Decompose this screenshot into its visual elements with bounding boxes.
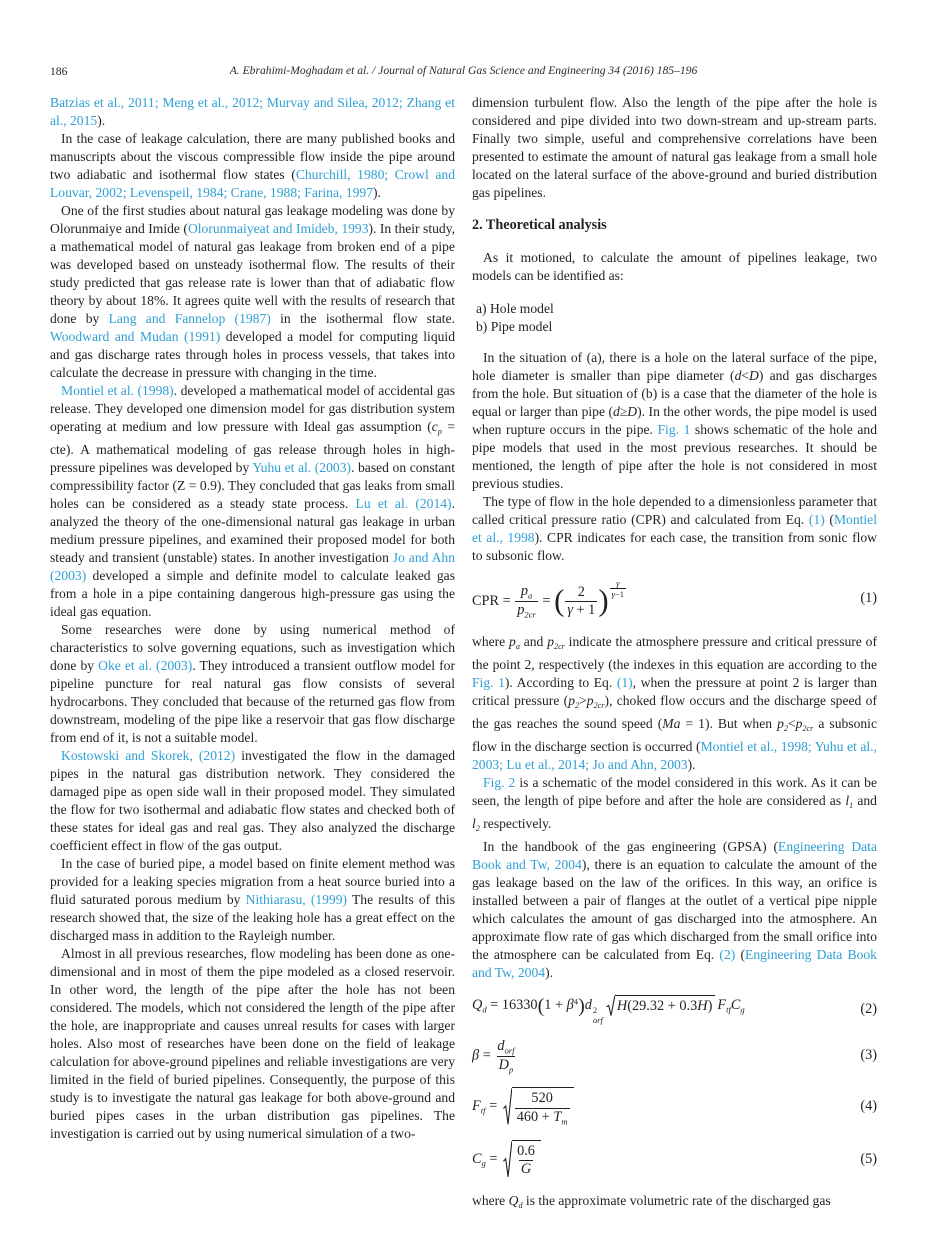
paragraph — [50, 855, 455, 945]
citation-link[interactable]: Fig. 1 — [657, 422, 691, 437]
paragraph — [50, 382, 455, 621]
subscript: orf — [592, 1014, 603, 1025]
math-variable: d — [613, 404, 620, 419]
math-subscript: tf — [726, 1004, 731, 1015]
text-run: = 1). But when — [680, 715, 778, 731]
text-run: ). According to Eq. — [504, 674, 617, 690]
paragraph — [472, 349, 877, 493]
math-variable: β — [472, 1047, 480, 1064]
math-variable: β — [566, 997, 574, 1014]
page-number: 186 — [50, 65, 68, 78]
citation-link[interactable]: Montiel et al., 1998 — [472, 512, 877, 545]
text-run: < — [787, 715, 796, 731]
equation-number: (3) — [860, 1047, 877, 1064]
two-column-body — [50, 94, 877, 1215]
citation-link[interactable]: Fig. 2 — [483, 774, 516, 790]
math-subscript: 2cr — [593, 700, 605, 710]
math-variable: c — [431, 419, 438, 434]
radical — [503, 1087, 574, 1127]
radicand — [512, 1140, 541, 1179]
math-variable: d — [734, 368, 742, 383]
math-subscript: g — [481, 1158, 486, 1169]
column-left — [50, 94, 455, 1215]
parenthesis: ( — [537, 994, 545, 1017]
text-run: is a schematic of the model considered in this work. As it can be seen, the length of pipe before and after the hole are considered as — [472, 774, 877, 808]
fraction — [610, 578, 627, 600]
equation-math — [472, 1038, 518, 1074]
math-subscript: tf — [480, 1105, 486, 1116]
text-run: CPR = — [472, 592, 515, 609]
text-run: ( — [824, 512, 834, 527]
radical-sign-icon — [503, 1087, 512, 1127]
math-variable: l — [472, 815, 476, 831]
equation-math — [472, 1087, 576, 1127]
parenthesis: ) — [578, 994, 585, 1017]
equation-number: (2) — [860, 1001, 877, 1018]
math-subscript: a — [515, 641, 520, 651]
text-run: ≥ — [619, 404, 628, 419]
equation-math — [472, 995, 745, 1025]
text-run: . developed a mathematical model of accidental gas release. They developed one dimension model for gas distribution system operating at medium and low pressure with Ideal gas assumption ( — [50, 383, 455, 434]
math-subscript: g — [740, 1004, 745, 1015]
text-run: where — [472, 1193, 509, 1209]
citation-link[interactable]: Fig. 1 — [472, 674, 505, 690]
math-variable: H — [697, 997, 708, 1014]
text-run: investigated the flow in the damaged pipes in the natural gas distribution network. They considered the damaged pipe as open side wall in their proposed model. They simulated the flow for two isothermal and adiabatic flow states and checked both of these states for ideal gas and real gas. They also analyzed the discharge coefficient effect in flow of the gas output. — [50, 748, 455, 854]
paragraph — [50, 747, 455, 855]
numerator — [529, 1090, 554, 1107]
math-variable: G — [520, 1161, 532, 1178]
section-heading: 2. Theoretical analysis — [472, 217, 607, 233]
text-run: + 1 — [572, 601, 596, 618]
paragraph — [472, 493, 877, 565]
text-run: and — [519, 633, 548, 649]
citation-link[interactable]: Olorunmaiyeat and Imideb, 1993 — [187, 221, 369, 236]
parenthesis: ) — [598, 583, 609, 618]
text-run: In the situation of (a), there is a hole on the lateral surface of the pipe, hole diameter is smaller than pipe diameter ( — [472, 350, 877, 383]
math-subscript: m — [561, 1115, 568, 1126]
text-run: where — [472, 633, 510, 649]
text-run: ). — [545, 964, 553, 980]
denominator — [610, 588, 627, 599]
text-run: dimension turbulent flow. Also the length of the pipe after the hole is considered and pipe divided into two down-stream and up-stream parts. Finally two simple, useful and comprehensive correlations have been presented to estimate the amount of natural gas leakage from a small hole located on the lateral surface of the above-ground and buried distribution gas pipelines. — [472, 95, 877, 200]
numerator — [495, 1038, 516, 1056]
math-variable: p — [795, 715, 803, 731]
text-run: . analyzed the theory of the one-dimensional natural gas leakage in urban medium pressure pipelines, and examined their proposed model for both steady and transient (unstable) states. In another investigation — [50, 496, 455, 566]
math-subscript: 2 — [475, 823, 480, 833]
equation — [472, 1140, 877, 1179]
math-variable: Q — [508, 1193, 519, 1209]
math-subscript: 1 — [849, 800, 854, 810]
fraction — [515, 583, 538, 619]
math-variable: F — [472, 1098, 481, 1115]
radicand — [615, 995, 715, 1017]
paragraph — [50, 202, 455, 382]
list-item: a) Hole model — [476, 301, 554, 316]
math-variable: d — [584, 997, 592, 1014]
equation — [472, 1038, 877, 1074]
text-run: . based on constant compressibility factor (Z = 0.9). They concluded that gas leaks from small holes can be considered as a steady state process. — [50, 460, 455, 512]
fraction — [565, 584, 597, 619]
model-list — [472, 300, 877, 336]
text-run: ). In the other words, the pipe model is used when rupture occurs in the pipe. — [472, 404, 877, 437]
text-run: developed a simple and definite model to calculate leaked gas from a hole in a pipe containing dangerous high-pressure gas using the ideal gas equation. — [50, 568, 455, 620]
paragraph — [50, 945, 455, 1143]
radical-sign-icon — [606, 995, 615, 1017]
math-variable: γ — [616, 578, 620, 588]
math-variable: p — [517, 601, 525, 618]
text-run: 1 + — [544, 997, 567, 1014]
paragraph — [472, 774, 877, 838]
text-run: (29.32 + 0.3 — [627, 997, 698, 1014]
text-run: developed a model for computing liquid and gas discharge rates through holes in process vessels, that takes into calculate the decrease in pressure with changing in the time. — [50, 329, 455, 380]
numerator — [576, 584, 587, 601]
citation-link[interactable]: Engineering Data Book and Tw, 2004 — [472, 838, 877, 872]
text-run: In the handbook of the gas engineering (GPSA) ( — [483, 838, 779, 854]
numerator — [515, 1143, 537, 1160]
fraction — [515, 1090, 570, 1126]
citation-link[interactable]: (2) — [719, 946, 736, 962]
sup-sub-stack — [593, 1006, 603, 1025]
citation-link[interactable]: Nithiarasu, (1999) — [245, 892, 348, 908]
math-variable: C — [472, 1151, 482, 1167]
radical — [503, 1140, 541, 1179]
math-variable: p — [547, 633, 554, 649]
text-run: = — [485, 1151, 502, 1167]
text-run: and — [853, 792, 877, 808]
math-variable: H — [616, 997, 628, 1014]
text-run: Almost in all previous researches, flow modeling has been done as one-dimensional and in most of them the pipe modeled as a closed reservoir. In other word, the length of the pipe after the hole has not been considered. The models, which not considered the length of the pipe after the hole, are inappropriate and causes unreal results for cases with larger holes. Also most of researches have been done on the field of leakage calculation for above-ground pipelines and reliable investigations are very limited in the field of buried pipelines. Consequently, the purpose of this study is to investigate the natural gas leakage for both above-ground and buried pipes cases in the urban distribution gas pipelines. The investigation is carried out by using numerical simulation of a two- — [50, 946, 455, 1142]
citation-link[interactable]: Engineering Data Book and Tw, 2004 — [472, 946, 877, 980]
text-run: ). In their study, a mathematical model of natural gas leakage from broken end of a pipe was developed based on unsteady isothermal flow. The results of their study predicted that gas release rate is lower than that of adiabatic flow theory by about 18%. It agrees quite well with the results of research that done by — [50, 221, 455, 326]
denominator — [515, 601, 538, 620]
math-subscript: orf — [504, 1045, 515, 1056]
text-run: ). — [687, 756, 696, 772]
math-variable: γ — [567, 601, 573, 618]
math-variable: p — [586, 692, 594, 708]
text-run: = 16330 — [486, 997, 538, 1014]
text-run: One of the first studies about natural gas leakage modeling was done by Olorunmaiye and Imide ( — [50, 203, 455, 236]
denominator — [565, 601, 597, 619]
fraction — [495, 1038, 516, 1074]
text-run: = — [538, 592, 555, 609]
paragraph — [50, 130, 455, 202]
text-run: respectively. — [479, 815, 552, 831]
text-run: , when the pressure at point 2 is larger than critical pressure ( — [472, 674, 878, 708]
text-run: > — [579, 692, 587, 708]
text-run: As it motioned, to calculate the amount of pipelines leakage, two models can be identified as: — [472, 250, 877, 283]
citation-link[interactable]: Yuhu et al. (2003) — [252, 460, 352, 476]
fraction — [515, 1143, 537, 1178]
list-item: b) Pipe model — [476, 319, 553, 334]
math-variable: T — [553, 1108, 562, 1125]
math-subscript: 2 — [783, 723, 788, 733]
equation — [472, 578, 877, 620]
column-right — [472, 94, 877, 1215]
equation-number: (5) — [860, 1150, 877, 1167]
paragraph — [472, 838, 877, 982]
math-variable: F — [717, 997, 727, 1014]
math-variable: D — [498, 1056, 509, 1073]
text-run: 0.6 — [517, 1143, 535, 1160]
text-run: The results of this research showed that, the size of the leaking hole has a great effect on the discharged mass in addition to the Rayleigh number. — [50, 892, 455, 944]
radicand — [512, 1087, 574, 1127]
math-superscript — [609, 578, 628, 600]
denominator — [515, 1108, 570, 1127]
math-variable: C — [730, 997, 741, 1014]
citation-link[interactable]: Lang and Fannelop (1987) — [108, 311, 271, 326]
math-subscript: d — [518, 1201, 523, 1211]
citation-link[interactable]: Batzias et al., 2011; Meng et al., 2012; Murvay and Silea, 2012; Zhang et al., 2015 — [50, 95, 455, 128]
text-run: = — [479, 1047, 495, 1064]
text-run: ), there is an equation to calculate the amount of the gas leakage based on the law of the orifices. In this way, an orifice is installed between a pair of flanges at the outlet of a vertical pipe nipple which calculates the amount of gas discharged into the atmosphere. An approximate flow rate of gas which discharged from the small orifice into the atmosphere can be calculated from Eq. — [472, 856, 877, 962]
text-run: ). — [373, 185, 381, 200]
math-subscript: p — [437, 427, 442, 437]
math-variable: γ — [611, 589, 615, 600]
text-run: is the approximate volumetric rate of the discharged gas — [522, 1193, 831, 1209]
text-run: ). CPR indicates for each case, the transition from sonic flow to subsonic flow. — [472, 530, 877, 563]
text-run: ) — [707, 997, 713, 1014]
math-subscript: p — [508, 1064, 514, 1075]
equation — [472, 995, 877, 1025]
math-variable: Ma — [662, 715, 681, 731]
math-subscript: 2cr — [524, 609, 536, 620]
parenthesis: ( — [554, 583, 565, 618]
text-run: 460 + — [516, 1108, 554, 1125]
citation-link[interactable]: Lu et al. (2014) — [355, 496, 452, 512]
text-run: 2 — [577, 583, 585, 600]
equation-number: (4) — [860, 1098, 877, 1115]
text-run: ( — [735, 946, 746, 962]
radical-sign-icon — [503, 1140, 512, 1179]
paragraph — [472, 249, 877, 285]
text-run: in the isothermal flow state. — [270, 311, 455, 326]
text-run: In the case of leakage calculation, there are many published books and manuscripts about the viscous compressible flow inside the pipe around two adiabatic and isothermal flow states ( — [50, 131, 455, 182]
citation-link[interactable]: Churchill, 1980; Crowl and Louvar, 2002; Levenspeil, 1984; Crane, 1988; Farina, 1997 — [50, 167, 455, 200]
math-subscript: 2 — [575, 700, 580, 710]
text-run: indicate the atmosphere pressure and critical pressure of the point 2, respectively (the indexes in this equation are according to the — [472, 633, 877, 672]
superscript: 2 — [592, 1005, 598, 1016]
math-variable: Q — [472, 997, 483, 1014]
text-run: Some researches were done by using numerical method of characteristics to solve governing equations, such as investigation which done by — [50, 622, 455, 674]
citation-link[interactable]: Woodward and Mudan (1991) — [50, 329, 221, 344]
text-run: ). — [97, 113, 106, 128]
math-variable: D — [749, 368, 759, 383]
equation-math — [472, 1140, 543, 1179]
numerator — [519, 583, 534, 601]
text-run: . They introduced a transient outflow model for pipeline puncture for real natural gas flow consists of several hydrocarbons. They concluded that because of the returned gas flow from downstream, modeling of the pipe like a reservoir that gas flow discharge from end of it, is not a suitable model. — [50, 658, 455, 746]
equation-number: (1) — [860, 589, 877, 606]
denominator — [497, 1056, 516, 1075]
math-variable: l — [845, 792, 850, 808]
paragraph — [50, 94, 455, 130]
text-run: ), choked flow occurs and the discharge speed of the gas reaches the sound speed ( — [472, 692, 877, 731]
math-variable: p — [509, 633, 516, 649]
equation-math — [472, 578, 627, 620]
math-variable: d — [497, 1038, 505, 1055]
page-header — [50, 64, 877, 77]
numerator — [614, 578, 621, 588]
denominator — [519, 1160, 533, 1178]
citation-link[interactable]: Montiel et al. (1998) — [61, 383, 174, 398]
citation-link[interactable]: (1) — [616, 674, 633, 690]
citation-link[interactable]: Kostowski and Skorek, (2012) — [61, 748, 236, 764]
paragraph — [50, 621, 455, 747]
citation-link[interactable]: Jo and Ahn (2003) — [50, 550, 455, 584]
radical — [606, 995, 715, 1017]
text-run: shows schematic of the hole and pipe models that used in the most previous researches. It should be mentioned, the length of pipe after the hole is not considered in most previous studies. — [472, 422, 877, 491]
text-run: ) and gas discharges from the hole. But situation of (b) is a case that the diameter of the hole is equal or larger than pipe ( — [472, 368, 877, 419]
math-subscript: 2cr — [802, 723, 814, 733]
math-variable: p — [568, 692, 576, 708]
text-run: The type of flow in the hole depended to a dimensionless parameter that called critical pressure ratio (CPR) and calculated from Eq. — [472, 494, 877, 527]
math-subscript: d — [482, 1004, 487, 1015]
text-run: In the case of buried pipe, a model based on finite element method was provided for a leaking species migration from a heat source buried into a fluid saturated porous medium by — [50, 856, 455, 908]
citation-link[interactable]: Oke et al. (2003) — [98, 658, 193, 674]
math-variable: p — [520, 583, 528, 600]
citation-link[interactable]: Montiel et al., 1998; Yuhu et al., 2003; Lu et al., 2014; Jo and Ahn, 2003 — [472, 738, 878, 772]
text-run: a subsonic flow in the discharge section is occurred ( — [472, 715, 877, 754]
math-subscript: 2cr — [553, 641, 565, 651]
paragraph — [472, 633, 877, 774]
running-head: A. Ebrahimi-Moghadam et al. / Journal of Natural Gas Science and Engineering 34 (2016) 185–196 — [229, 64, 698, 77]
math-variable: D — [627, 404, 638, 419]
citation-link[interactable]: (1) — [808, 512, 825, 527]
text-run: 4 — [573, 996, 579, 1007]
text-run: −1 — [614, 589, 625, 600]
paragraph — [472, 94, 877, 202]
text-run: 520 — [531, 1090, 553, 1107]
paragraph — [472, 1192, 877, 1215]
text-run: = — [485, 1098, 501, 1115]
math-subscript: a — [527, 590, 533, 601]
equation — [472, 1087, 877, 1127]
text-run: < — [741, 368, 750, 383]
math-variable: p — [777, 715, 784, 731]
text-run: = cte). A mathematical modeling of gas release through holes in high-pressure pipelines was developed by — [50, 419, 455, 476]
